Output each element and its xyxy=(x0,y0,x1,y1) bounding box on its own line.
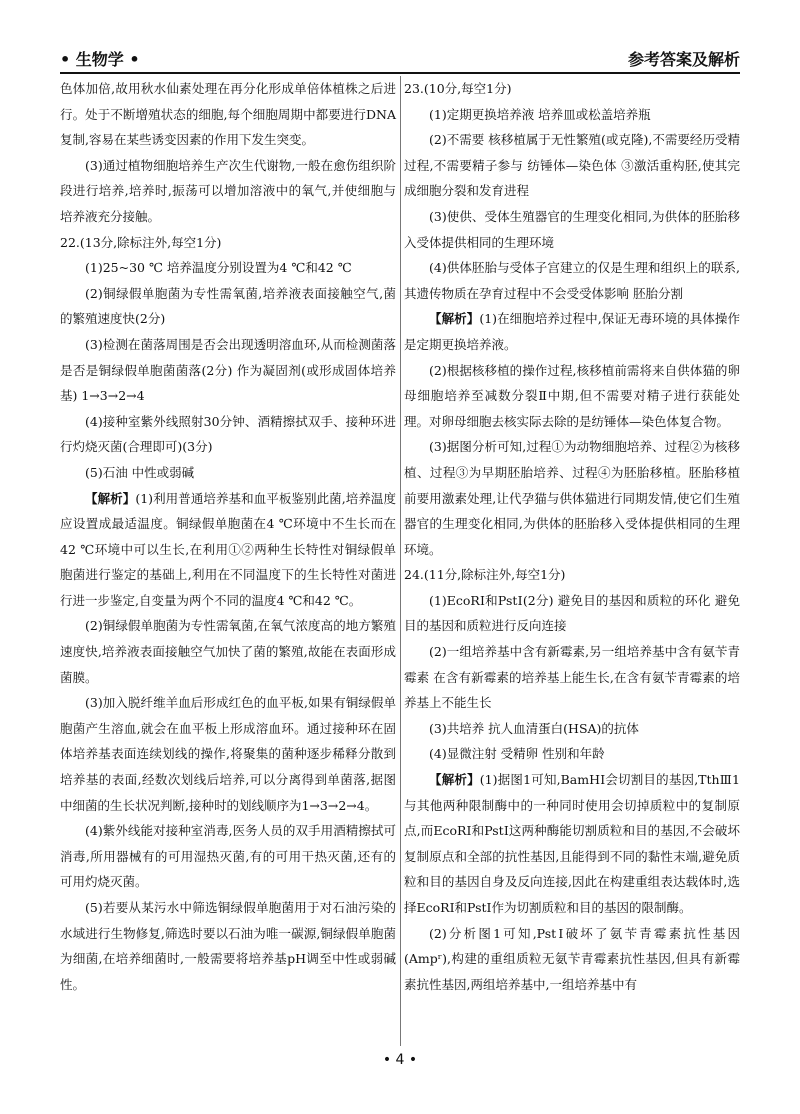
question-heading xyxy=(404,76,740,102)
answer-paragraph xyxy=(60,460,396,486)
paragraph-text: (2)铜绿假单胞菌为专性需氧菌,在氧气浓度高的地方繁殖速度快,培养液表面接触空气加快了菌的繁殖,故能在表面形成菌膜。 xyxy=(60,618,396,685)
paragraph-text: (3)加入脱纤维羊血后形成红色的血平板,如果有铜绿假单胞菌产生溶血,就会在血平板上形成溶血环。通过接种环在固体培养基表面连续划线的操作,将聚集的菌种逐步稀释分散到培养基的表面,经数次划线后培养,可以分离得到单菌落,据图中细菌的生长状况判断,接种时的划线顺序为1→3→2→4。 xyxy=(60,695,396,813)
analysis-tag: 【解析】 xyxy=(429,311,480,327)
subject-label: • 生物学 • xyxy=(60,50,140,69)
answer-paragraph xyxy=(404,639,740,716)
page-header xyxy=(60,40,740,70)
paragraph-text: (5)若要从某污水中筛选铜绿假单胞菌用于对石油污染的水域进行生物修复,筛选时要以石油为唯一碳源,铜绿假单胞菌为细菌,在培养细菌时,一般需要将培养基pH调至中性或弱碱性。 xyxy=(60,900,396,992)
left-column xyxy=(60,76,396,997)
paragraph-text: (3)使供、受体生殖器官的生理变化相同,为供体的胚胎移入受体提供相同的生理环境 xyxy=(404,208,740,250)
answer-paragraph xyxy=(60,895,396,997)
question-heading xyxy=(60,230,396,256)
answer-paragraph xyxy=(60,613,396,690)
paragraph-text: (1)定期更换培养液 培养皿或松盖培养瓶 xyxy=(429,106,651,122)
answer-paragraph xyxy=(60,281,396,332)
paragraph-text: (4)接种室紫外线照射30分钟、酒精擦拭双手、接种环进行灼烧灭菌(合理即可)(3分) xyxy=(60,413,396,455)
paragraph-text: (1)在细胞培养过程中,保证无毒环境的具体操作是定期更换培养液。 xyxy=(404,311,740,352)
answer-paragraph xyxy=(404,358,740,435)
paragraph-text: (3)据图分析可知,过程①为动物细胞培养、过程②为核移植、过程③为早期胚胎培养、过程④为胚胎移植。胚胎移植前要用激素处理,让代孕猫与供体猫进行同期发情,使它们生殖器官的生理变化相同,为供体的胚胎移入受体提供相同的生理环境。 xyxy=(404,439,740,557)
paragraph-text: (2)一组培养基中含有新霉素,另一组培养基中含有氨苄青霉素 在含有新霉素的培养基上能生长,在含有氨苄青霉素的培养基上不能生长 xyxy=(404,644,740,711)
header-rule xyxy=(60,72,740,74)
paragraph-text: (1)EcoRⅠ和PstⅠ(2分) 避免目的基因和质粒的环化 避免目的基因和质粒进行反向连接 xyxy=(404,592,740,634)
answer-paragraph xyxy=(60,690,396,818)
answer-paragraph xyxy=(404,306,740,357)
paragraph-text: (2)不需要 核移植属于无性繁殖(或克隆),不需要经历受精过程,不需要精子参与 纺锤体—染色体 ③激活重构胚,使其完成细胞分裂和发育进程 xyxy=(404,132,740,199)
page-number: • 4 • xyxy=(382,1052,418,1068)
answer-paragraph xyxy=(404,204,740,255)
paragraph-text: (4)供体胚胎与受体子宫建立的仅是生理和组织上的联系,其遗传物质在孕育过程中不会受受体影响 胚胎分割 xyxy=(404,260,740,301)
paragraph-text: (3)检测在菌落周围是否会出现透明溶血环,从而检测菌落是否是铜绿假单胞菌菌落(2分) 作为凝固剂(或形成固体培养基) 1→3→2→4 xyxy=(60,336,396,404)
paragraph-text: (3)通过植物细胞培养生产次生代谢物,一般在愈伤组织阶段进行培养,培养时,振荡可以增加溶液中的氧气,并使细胞与培养液充分接触。 xyxy=(60,157,396,224)
answer-paragraph xyxy=(60,332,396,409)
paragraph-text: (5)石油 中性或弱碱 xyxy=(85,464,195,480)
answer-paragraph xyxy=(404,102,740,128)
paragraph-text: (4)显微注射 受精卵 性别和年龄 xyxy=(429,746,605,762)
answer-paragraph xyxy=(404,767,740,921)
answer-paragraph xyxy=(404,716,740,742)
paragraph-text: (3)共培养 抗人血清蛋白(HSA)的抗体 xyxy=(429,720,639,736)
paragraph-text: 色体加倍,故用秋水仙素处理在再分化形成单倍体植株之后进行。处于不断增殖状态的细胞,每个细胞周期中都要进行DNA复制,容易在某些诱变因素的作用下发生突变。 xyxy=(60,81,396,148)
answer-paragraph xyxy=(60,255,396,281)
right-column xyxy=(404,76,740,997)
column-divider xyxy=(400,76,401,1046)
answer-paragraph xyxy=(404,255,740,306)
paragraph-text: 22.(13分,除标注外,每空1分) xyxy=(60,234,222,250)
paragraph-text: (2)根据核移植的操作过程,核移植前需将来自供体猫的卵母细胞培养至减数分裂Ⅱ中期,但不需要对精子进行获能处理。对卵母细胞去核实际去除的是纺锤体—染色体复合物。 xyxy=(404,362,740,429)
answer-paragraph xyxy=(60,409,396,460)
paragraph-text: 24.(11分,除标注外,每空1分) xyxy=(404,567,566,583)
paragraph-text: 23.(10分,每空1分) xyxy=(404,81,512,96)
answer-paragraph xyxy=(60,818,396,895)
analysis-tag: 【解析】 xyxy=(429,772,480,788)
answer-paragraph xyxy=(60,153,396,230)
question-heading xyxy=(404,562,740,588)
paragraph-text: (2)分析图1可知,PstⅠ破坏了氨苄青霉素抗性基因(Ampʳ),构建的重组质粒无氨苄青霉素抗性基因,但具有新霉素抗性基因,两组培养基中,一组培养基中有 xyxy=(404,925,740,992)
paragraph-text: (4)紫外线能对接种室消毒,医务人员的双手用酒精擦拭可消毒,所用器械有的可用湿热灭菌,有的可用干热灭菌,还有的可用灼烧灭菌。 xyxy=(60,823,396,890)
analysis-tag: 【解析】 xyxy=(85,490,136,506)
answer-paragraph xyxy=(60,486,396,614)
paragraph-text: (1)25~30 ℃ 培养温度分别设置为4 ℃和42 ℃ xyxy=(85,260,352,276)
paragraph-text: (1)利用普通培养基和血平板鉴别此菌,培养温度应设置成最适温度。铜绿假单胞菌在4 ℃环境中不生长而在42 ℃环境中可以生长,在利用①②两种生长特性对铜绿假单胞菌进行鉴定的基础上,利用在不同温度下的生长特性对菌进行进一步鉴定,自变量为两个不同的温度4 ℃和42 ℃。 xyxy=(60,490,396,608)
paragraph-text: (1)据图1可知,BamHⅠ会切割目的基因,TthⅢ1与其他两种限制酶中的一种同时使用会切掉质粒中的复制原点,而EcoRⅠ和PstⅠ这两种酶能切割质粒和目的基因,不会破坏复制原点和全部的抗性基因,且能得到不同的黏性末端,避免质粒和目的基因自身及反向连接,因此在构建重组表达载体时,选择EcoRⅠ和PstⅠ作为切割质粒和目的基因的限制酶。 xyxy=(404,772,740,915)
answer-paragraph xyxy=(404,588,740,639)
answer-paragraph xyxy=(404,921,740,998)
answer-paragraph xyxy=(404,434,740,562)
answer-paragraph xyxy=(60,76,396,153)
header-title: 参考答案及解析 xyxy=(627,50,740,69)
answer-paragraph xyxy=(404,741,740,767)
paragraph-text: (2)铜绿假单胞菌为专性需氧菌,培养液表面接触空气,菌的繁殖速度快(2分) xyxy=(60,285,396,327)
answer-paragraph xyxy=(404,127,740,204)
